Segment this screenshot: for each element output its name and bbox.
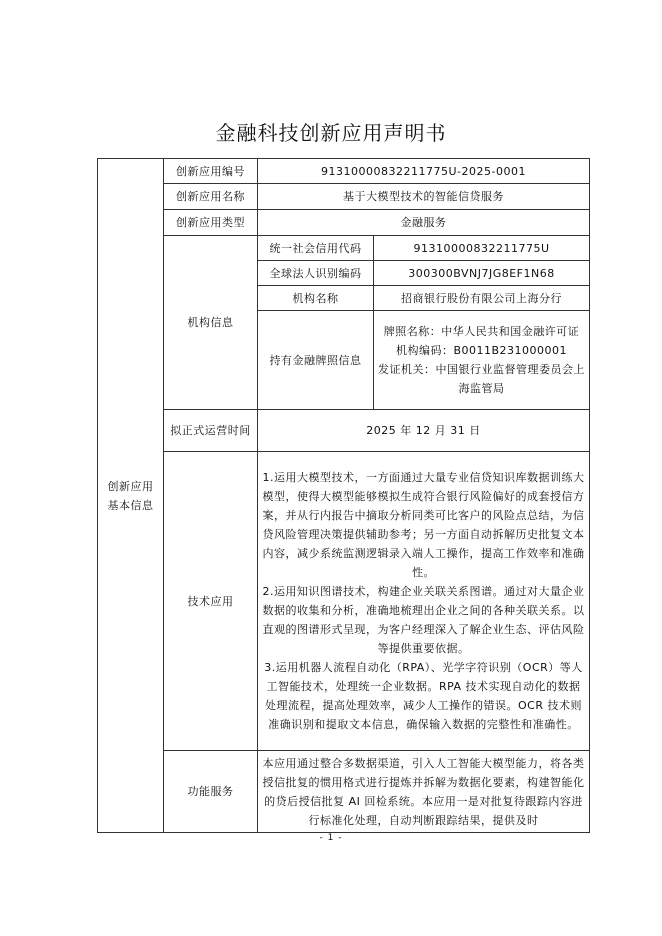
- value-org-name: 招商银行股份有限公司上海分行: [374, 286, 590, 311]
- license-line: 机构编码：B0011B231000001: [395, 344, 568, 357]
- row-app-name: [98, 184, 590, 210]
- row-credit-code: [98, 236, 590, 261]
- label-credit-code: 统一社会信用代码: [258, 236, 374, 261]
- label-app-type: 创新应用类型: [164, 210, 258, 236]
- label-tech: 技术应用: [164, 452, 258, 751]
- value-function: [258, 751, 590, 833]
- page-number: - 1 -: [319, 833, 343, 843]
- license-line: 发证机关：中国银行业监督管理委员会上海监管局: [378, 363, 585, 395]
- row-app-type: [98, 210, 590, 236]
- label-license: 持有金融牌照信息: [258, 311, 374, 410]
- label-org-name: 机构名称: [258, 286, 374, 311]
- license-line: 牌照名称：中华人民共和国金融许可证: [383, 325, 580, 338]
- declaration-table: [97, 158, 590, 833]
- value-credit-code: 91310000832211775U: [374, 236, 590, 261]
- section-basic-info: 创新应用 基本信息: [98, 159, 164, 833]
- value-lei: 300300BVNJ7JG8EF1N68: [374, 261, 590, 286]
- label-app-name: 创新应用名称: [164, 184, 258, 210]
- value-app-type: 金融服务: [258, 210, 590, 236]
- tech-paragraph: 2.运用知识图谱技术，构建企业关联关系图谱。通过对大量企业数据的收集和分析，准确地梳理出企业之间的各种关联关系。以直观的图谱形式呈现，为客户经理深入了解企业生态、评估风险等提供重要依据。: [262, 585, 585, 655]
- function-text: 本应用通过整合多数据渠道，引入人工智能大模型能力，将各类授信批复的惯用格式进行提炼并拆解为数据化要素，构建智能化的贷后授信批复 AI 回检系统。本应用一是对批复待跟踪内容进行标准化处理，自动判断跟踪结果，提供及时: [262, 756, 585, 827]
- page-title: 金融科技创新应用声明书: [215, 121, 447, 145]
- value-tech: [258, 452, 590, 751]
- row-function: [98, 751, 590, 833]
- value-license: [374, 311, 590, 410]
- row-app-no: [98, 159, 590, 184]
- label-lei: 全球法人识别编码: [258, 261, 374, 286]
- value-launch-date: 2025 年 12 月 31 日: [258, 410, 590, 452]
- label-launch-date: 拟正式运营时间: [164, 410, 258, 452]
- tech-paragraph: 1.运用大模型技术，一方面通过大量专业信贷知识库数据训练大模型，使得大模型能够模拟生成符合银行风险偏好的成套授信方案，并从行内报告中摘取分析同类可比客户的风险点总结，为信贷风险管理决策提供辅助参考；另一方面自动拆解历史批复文本内容，减少系统监测逻辑录入端人工操作，提高工作效率和准确性。: [262, 471, 585, 579]
- row-launch-date: [98, 410, 590, 452]
- label-org-info: 机构信息: [164, 236, 258, 410]
- label-function: 功能服务: [164, 751, 258, 833]
- label-app-no: 创新应用编号: [164, 159, 258, 184]
- value-app-no: 91310000832211775U-2025-0001: [258, 159, 590, 184]
- value-app-name: 基于大模型技术的智能信贷服务: [258, 184, 590, 210]
- tech-paragraph: 3.运用机器人流程自动化（RPA）、光学字符识别（OCR）等人工智能技术，处理统一企业数据。RPA 技术实现自动化的数据处理流程，提高处理效率，减少人工操作的错误。OCR 技术则准确识别和提取文本信息，确保输入数据的完整性和准确性。: [264, 661, 583, 731]
- row-tech: [98, 452, 590, 751]
